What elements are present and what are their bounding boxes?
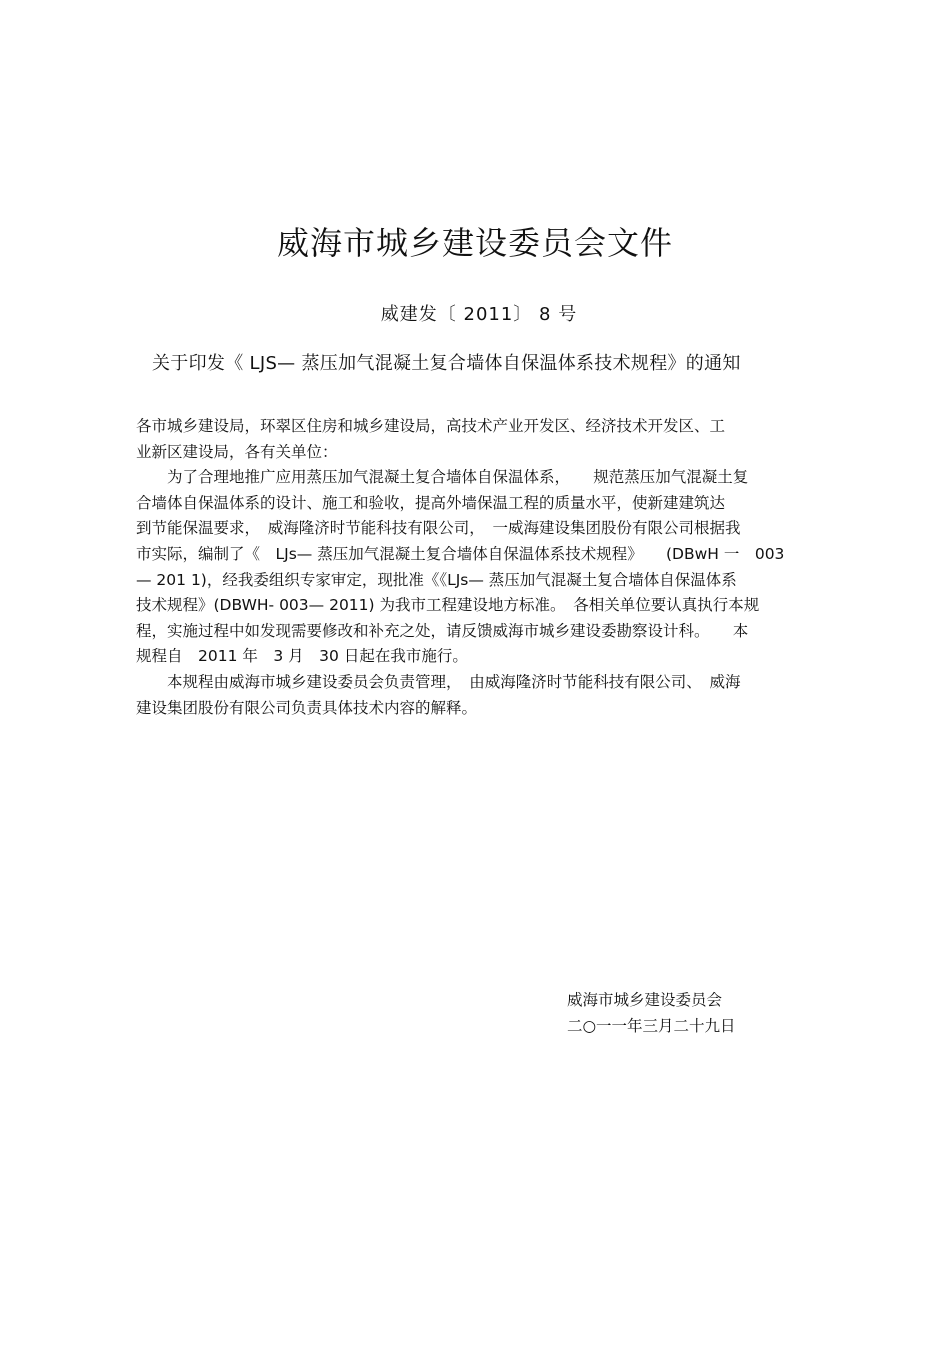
- body-line: 到节能保温要求， 威海隆济时节能科技有限公司， 一威海建设集团股份有限公司根据我: [136, 519, 741, 538]
- body-line: 程，实施过程中如发现需要修改和补充之处，请反馈威海市城乡建设委勘察设计科。 本: [136, 621, 749, 640]
- issuer-name: 威海市城乡建设委员会: [567, 991, 723, 1009]
- notice-title: 关于印发《 LJS— 蒸压加气混凝土复合墙体自保温体系技术规程》的通知: [152, 353, 741, 374]
- body-line: 合墙体自保温体系的设计、施工和验收，提高外墙保温工程的质量水平，使新建建筑达: [136, 493, 726, 512]
- body-line: 业新区建设局，各有关单位：: [136, 442, 338, 461]
- body-line: 本规程由威海市城乡建设委员会负责管理， 由威海隆济时节能科技有限公司、 威海: [136, 672, 741, 691]
- body-line: — 201 1)，经我委组织专家审定，现批准《《LJs— 蒸压加气混凝土复合墙体自保温体系: [136, 570, 737, 589]
- body-line: 市实际，编制了《 LJs— 蒸压加气混凝土复合墙体自保温体系技术规程》 (DBwH 一 003: [136, 544, 785, 563]
- body-line: 规程自 2011 年 3 月 30 日起在我市施行。: [136, 647, 468, 666]
- document-number: 威建发〔 2011〕 8 号: [380, 304, 578, 325]
- body-line: 技术规程》(DBWH- 003— 2011) 为我市工程建设地方标准。 各相关单位要认真执行本规: [136, 596, 760, 615]
- body-line: 为了合理地推广应用蒸压加气混凝土复合墙体自保温体系， 规范蒸压加气混凝土复: [136, 468, 749, 487]
- body-line: 建设集团股份有限公司负责具体技术内容的解释。: [136, 698, 478, 717]
- notice-body: [136, 414, 866, 721]
- body-line: 各市城乡建设局，环翠区住房和城乡建设局，高技术产业开发区、经济技术开发区、工: [136, 417, 726, 435]
- issue-date: 二○一一年三月二十九日: [567, 1017, 736, 1035]
- document-title: 威海市城乡建设委员会文件: [276, 224, 673, 262]
- signature-block: [567, 987, 736, 1039]
